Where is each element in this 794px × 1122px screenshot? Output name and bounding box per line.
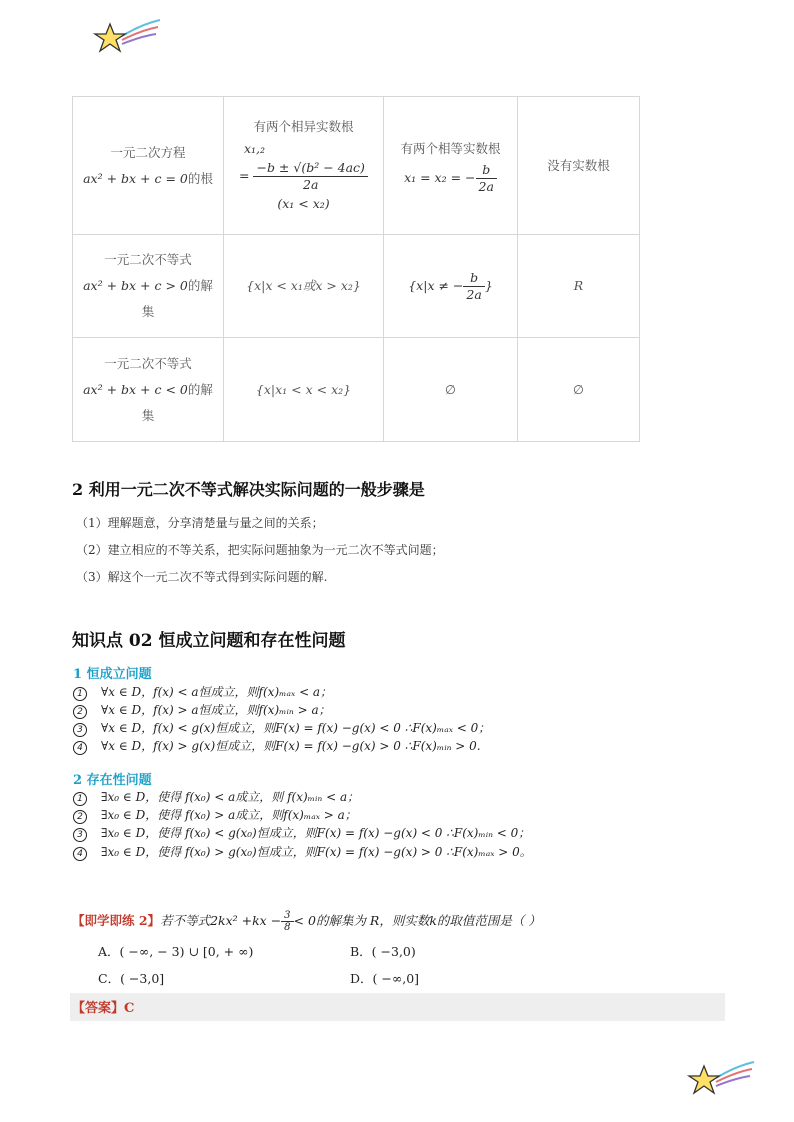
circled-number: 4 <box>73 741 87 755</box>
item-text: ∃x₀ ∈ D，使得 f(x₀) < g(x₀)恒成立，则F(x) = f(x) −g(x) < 0 ∴F(x)ₘᵢₙ < 0； <box>101 826 531 840</box>
label-suffix: 的解 <box>187 381 213 397</box>
fraction <box>281 910 293 933</box>
option-b[interactable]: B．( −3,0) <box>350 944 416 959</box>
label-suffix: 的解 <box>187 278 213 293</box>
circled-number: 2 <box>73 810 87 824</box>
item-text: ∃x₀ ∈ D，使得 f(x₀) > a成立，则f(x)ₘₐₓ > a； <box>101 808 357 822</box>
list-item <box>73 824 530 842</box>
math-expr: } <box>484 277 493 293</box>
fraction-denominator: 2a <box>478 179 494 194</box>
label-line: 集 <box>141 407 155 423</box>
item-text: ∃x₀ ∈ D，使得 f(x₀) > g(x₀)恒成立，则F(x) = f(x) −g(x) > 0 ∴F(x)ₘₐₓ > 0。 <box>101 845 532 859</box>
answer-text: 【答案】C <box>72 1001 135 1016</box>
circled-number: 1 <box>73 687 87 701</box>
fraction-denominator: 2a <box>303 177 319 192</box>
item-text: ∀x ∈ D，f(x) > g(x)恒成立，则F(x) = f(x) −g(x) > 0 ∴F(x)ₘᵢₙ > 0. <box>101 739 481 753</box>
fraction-denominator: 2a <box>466 286 482 302</box>
cell-title: 有两个相异实数根 <box>253 119 354 134</box>
table-row <box>73 235 640 338</box>
quadratic-table <box>72 96 640 442</box>
label-line: 集 <box>141 304 155 319</box>
stem-text: 若不等式2kx² +kx − <box>160 913 282 928</box>
list-item <box>73 843 532 861</box>
math-expr: ax² + bx + c < 0 <box>83 381 188 397</box>
answer-bar <box>70 993 725 1021</box>
subheading: 1 恒成立问题 <box>73 667 152 682</box>
question-tag: 【即学即练 2】 <box>72 913 161 928</box>
stem-text: < 0的解集为 R，则实数k的取值范围是（ ） <box>293 913 541 928</box>
label-line: 一元二次不等式 <box>104 252 192 267</box>
list-item <box>73 737 481 755</box>
item-text: ∃x₀ ∈ D，使得 f(x₀) < a成立，则 f(x)ₘᵢₙ < a； <box>101 790 360 804</box>
solution-set <box>384 235 518 338</box>
cell-no-roots: 没有实数根 <box>518 97 640 235</box>
fraction-numerator: b <box>476 162 497 179</box>
circled-number: 2 <box>73 705 87 719</box>
solution-set: {x|x < x₁或x > x₂} <box>224 235 384 338</box>
solution-set: R <box>518 235 640 338</box>
fraction <box>476 162 497 195</box>
star-icon <box>92 14 162 58</box>
root-formula <box>253 160 367 193</box>
cell-distinct-roots: 有两个相异实数根 x₁,₂ = $\frac{\text{−b ± √(b² − 4ac)}}{2a}$ (x₁ < x₂) <box>224 97 384 235</box>
star-icon <box>686 1056 756 1100</box>
item-text: ∀x ∈ D，f(x) < a恒成立，则f(x)ₘₐₓ < a； <box>101 685 333 699</box>
item-text: ∀x ∈ D，f(x) < g(x)恒成立，则F(x) = f(x) −g(x) < 0 ∴F(x)ₘₐₓ < 0； <box>101 721 491 735</box>
item-text: ∀x ∈ D，f(x) > a恒成立，则f(x)ₘᵢₙ > a； <box>101 703 331 717</box>
fraction-numerator: 3 <box>281 910 293 922</box>
list-item <box>73 683 332 701</box>
label-suffix: 的根 <box>187 170 213 186</box>
math-expr: ax² + bx + c > 0 <box>83 278 188 293</box>
list-item <box>73 806 357 824</box>
question-stem <box>72 910 541 933</box>
circled-number: 3 <box>73 723 87 737</box>
math-expr: {x|x ≠ − <box>408 277 464 293</box>
solution-set: {x|x₁ < x < x₂} <box>224 338 384 442</box>
section-heading: 2 利用一元二次不等式解决实际问题的一般步骤是 <box>72 480 425 499</box>
option-c[interactable]: C．( −3,0] <box>98 971 165 986</box>
root-var: x₁,₂ <box>244 141 266 156</box>
row-label <box>73 235 224 338</box>
option-d[interactable]: D．( −∞,0] <box>350 971 420 986</box>
label-line: 一元二次不等式 <box>104 355 192 371</box>
cell-title: 有两个相等实数根 <box>400 141 501 156</box>
list-item <box>73 701 331 719</box>
math-expr: ax² + bx + c = 0 <box>83 170 188 186</box>
circled-number: 1 <box>73 792 87 806</box>
root-condition: (x₁ < x₂) <box>277 196 330 211</box>
row-label <box>73 97 224 235</box>
solution-set: ∅ <box>518 338 640 442</box>
table-row <box>73 97 640 235</box>
step-text: （2）建立相应的不等关系，把实际问题抽象为一元二次不等式问题； <box>76 543 444 557</box>
table-row <box>73 338 640 442</box>
circled-number: 3 <box>73 828 87 842</box>
option-a[interactable]: A．( −∞, − 3) ∪ [0, + ∞) <box>98 944 254 959</box>
subheading: 2 存在性问题 <box>73 773 152 788</box>
knowledge-heading: 知识点 02 恒成立问题和存在性问题 <box>72 631 346 651</box>
list-item <box>73 719 490 737</box>
fraction-denominator: 8 <box>284 922 291 933</box>
fraction-numerator: b <box>463 270 484 287</box>
step-text: （3）解这个一元二次不等式得到实际问题的解. <box>76 570 328 584</box>
step-text: （1）理解题意，分享清楚量与量之间的关系； <box>76 516 324 530</box>
cell-equal-roots <box>384 97 518 235</box>
circled-number: 4 <box>73 847 87 861</box>
row-label <box>73 338 224 442</box>
fraction <box>463 270 484 303</box>
label-line: 一元二次方程 <box>110 144 186 160</box>
list-item <box>73 788 359 806</box>
solution-set: ∅ <box>384 338 518 442</box>
math-expr: x₁ = x₂ = − <box>404 170 476 185</box>
fraction-numerator: −b ± √(b² − 4ac) <box>253 160 367 177</box>
